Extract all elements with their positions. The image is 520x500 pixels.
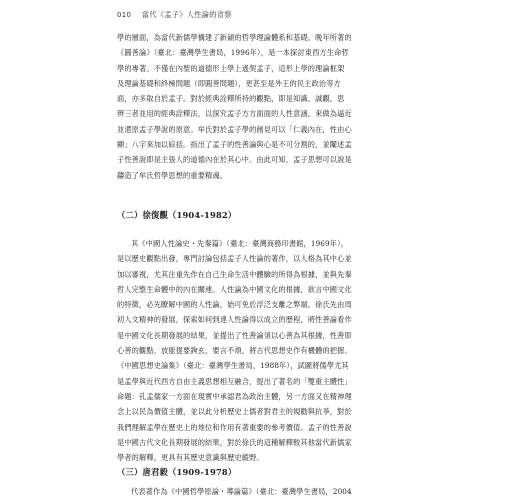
running-title: 當代《孟子》人性論的省察 [141, 10, 232, 19]
text-line: 心善的觀點，放能提要鉤玄，要言不煩，將古代思想史作有機體的把握。 [117, 346, 352, 356]
text-line: 命題：孔孟儒家一方面在現實中承認君為政治主體，另一方面又在精神理 [117, 391, 352, 401]
paragraph-tang-junyi [117, 484, 410, 499]
text-line: 我們理解孟學在歷史上的地位和作用有著重要的參考價值。孟子的性善說 [117, 422, 352, 432]
text-line: 《中國思想史論集》（臺北：臺灣學生書局，1988年），試圖將儒學尤其 [117, 361, 349, 371]
text-line: 念上以民為價值主體，並以此分析歷史上儒者對君主的規勸與抗爭，對於 [117, 407, 352, 417]
running-header [117, 10, 232, 20]
text-line: 學的層面，為當代新儒學構建了新穎的哲學理論體系和基礎。晚年所著的 [117, 33, 352, 42]
text-line: 《圓善論》（臺北：臺灣學生書局，1996年），是一本探討東西方生命哲 [117, 48, 349, 58]
text-line: 的特徵，必先瞭解中國的人性論，始可免於浮泛支離之弊端。徐氏先由周 [117, 300, 352, 310]
text-line: 初人文精神的發展，探索如何到達人性論得以成立的歷程，將性善論看作 [117, 315, 352, 325]
section-heading-xu-fuguan: （二）徐復觀（1904-1982） [117, 210, 237, 220]
text-line: 鑄造了牟氏哲學思想的重要精魂。 [117, 170, 228, 180]
paragraph-mou-zongsan [117, 30, 410, 183]
text-line: 其《中國人性論史・先秦篇》（臺北：臺灣商務印書館，1969年）， [131, 239, 349, 248]
page-number: 010 [117, 11, 132, 19]
text-line: 學者的解釋，更具有其歷史意識與歷史縱野。 [117, 453, 264, 463]
section-heading-tang-junyi: （三）唐君毅（1909-1978） [117, 467, 237, 477]
text-line: 辨三者並用的經典詮釋法，以探究孟子方方面面的人性意涵，來做為逼近 [117, 109, 352, 119]
text-line: 顯」八字來加以綜括。指出了孟子的性善論與心是不可分割的，並闡述孟 [117, 140, 352, 150]
text-line: 是中國古代文化長期發展的結果，對於徐氏的這種解釋較其他當代新儒家 [117, 437, 352, 447]
text-line: 代表著作為《中國哲學原論・導論篇》（臺北：臺灣學生書局，2004 [131, 487, 352, 496]
text-line: 並還原孟子學說的原意。牟氏對於孟子學的創見可以「仁義內在，性由心 [117, 124, 352, 134]
text-line: 是以歷史觀點出發，專門討論包括孟子人性論的著作，以人格為其中心並 [117, 254, 352, 264]
text-line: 學的專著。不僅在內聖的道德形上學上遙契孟子，這形上學的理論框架 [117, 63, 345, 73]
text-line: 哲人完整生命體中的內在關連。人性論為中國文化的根據，欲言中國文化 [117, 284, 352, 294]
paragraph-xu-fuguan [117, 236, 410, 465]
text-line: 是孟學與近代西方自由主義思想相互融合，提出了著名的「雙重主體性」 [117, 376, 352, 386]
text-line: 及理論基礎和終極問題（即圓善問題），更甚至是外王的民主政治等方 [117, 78, 341, 88]
text-line: 是中國文化長期發展的結果，並提出了性善論須以心善為其根據，性善即 [117, 330, 352, 340]
text-line: 面，亦多取自於孟子。對於經典詮釋所持的觀點，即是知識、誠觀、思 [117, 94, 345, 104]
text-line: 子性善說即是主張人的道德內在於其心中。由此可知，孟子思想可以說是 [117, 155, 352, 165]
text-line: 加以審視，尤其注重先作在自己生命生活中體驗的所得為根據，並與先秦 [117, 269, 352, 279]
